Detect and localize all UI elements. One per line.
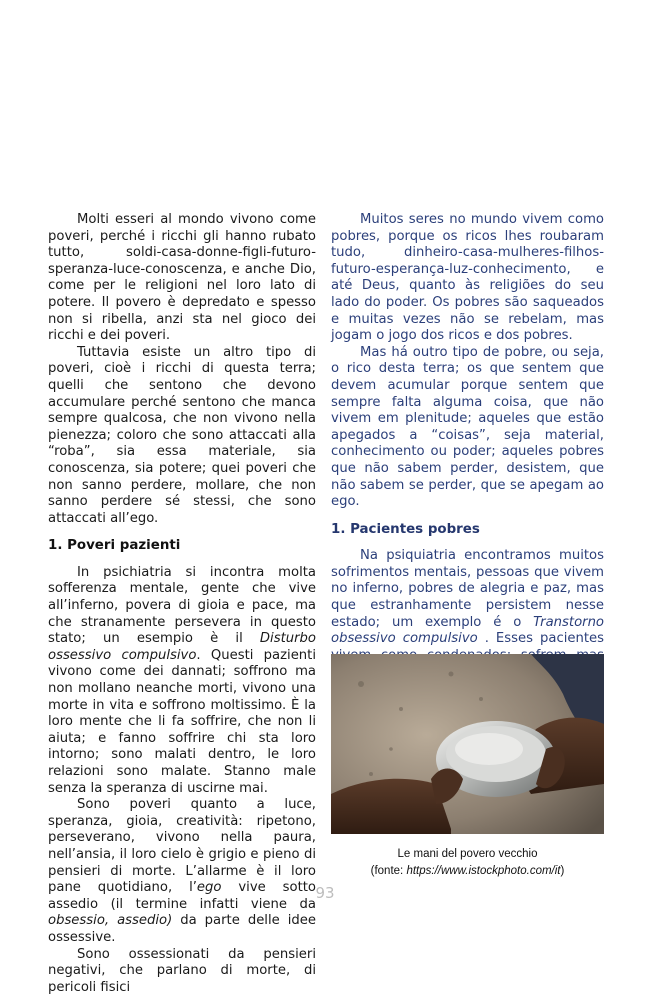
paragraph: Tuttavia esiste un altro tipo di poveri, cioè i ricchi di questa terra; quelli che sentono che devono accumulare perché sentono che manca sempre qualcosa, che non vivono nella pienezza; coloro che sono attaccati alla “roba”, sia essa materiale, sia conoscenza, sia potere; quei poveri che non sanno perdere, mollare, che non sanno perdere sé stessi, che sono attaccati all’ego.	[48, 344, 316, 526]
photo-caption	[331, 846, 604, 880]
italian-text-column	[48, 212, 316, 996]
section-heading: 1. Pacientes pobres	[331, 521, 480, 537]
text-run: Sono poveri quanto a luce, speranza, gioia, creatività: ripetono, perseverano, vivono nella paura, nell’ansia, il loro cielo è grigio e pieno di pensieri di morte. L’allarme è il loro pane quotidiano, l’	[48, 797, 316, 896]
paragraph: Molti esseri al mondo vivono come poveri, perché i ricchi gli hanno rubato tutto, soldi-casa-donne-figli-futuro-speranza-luce-conoscenza, e anche Dio, come per le religioni nel loro lato di potere. Il povero è depredato e spesso non si ribella, anzi sta nel gioco dei ricchi e dei poveri.	[48, 212, 316, 344]
emphasis: obsessio, assedio)	[48, 913, 173, 929]
caption-suffix: )	[560, 865, 565, 877]
emphasis: Disturbo ossessivo compulsivo	[48, 631, 316, 663]
text-run: da parte delle idee ossessive.	[48, 913, 316, 945]
photo-hands-holding-bowl	[331, 654, 604, 834]
paragraph: Muitos seres no mundo vivem como pobres, porque os ricos lhes roubaram tudo, dinheiro-casa-mulheres-filhos-futuro-esperança-luz-conhecimento, e até Deus, quanto às religiões do seu lado do poder. Os pobres são saqueados e muitas vezes não se rebelam, mas jogam o jogo dos ricos e dos pobres.	[331, 212, 604, 344]
caption-prefix: (fonte:	[370, 865, 407, 877]
section-heading: 1. Poveri pazienti	[48, 538, 181, 554]
text-run: . Esses pacientes	[484, 631, 604, 647]
caption-title: Le mani del povero vecchio	[397, 848, 538, 860]
paragraph: Mas há outro tipo de pobre, ou seja, o rico desta terra; os que sentem que devem acumular porque sentem que sempre falta alguma coisa, que não vivem em plenitude; aqueles que estão apegados a “coisas”, seja material, conhecimento ou poder; aqueles pobres que não sabem perder, desistem, que não sabem se perder, que se apegam ao ego.	[331, 344, 604, 510]
text-run: . Questi pazienti vivono come dei dannati; soffrono ma non mollano neanche morti, vivono una morte in vita e soffrono moltissimo. È la loro mente che li fa soffrire, che non li aiuta; e fanno soffrire chi sta loro intorno; sono malati dentro, le loro relazioni sono malate. Stanno male senza la speranza di uscirne mai.	[48, 647, 317, 796]
portuguese-text-column	[331, 212, 604, 698]
emphasis: ego	[196, 880, 222, 896]
text-run: Na psiquiatria encontramos muitos sofrimentos mentais, pessoas que vivem no inferno, pobres de alegria e paz, mas que estranhamente persistem nesse estado; um exemplo é o	[331, 548, 604, 630]
emphasis: Transtorno obsessivo compulsivo	[331, 614, 604, 647]
paragraph	[48, 565, 316, 797]
text-run: vive sotto assedio (il termine infatti viene da	[48, 880, 316, 912]
text-run: In psichiatria si incontra molta sofferenza mentale, gente che vive all’inferno, povera di gioia e pace, ma che stranamente persevera in questo stato; un esempio è il	[48, 564, 316, 647]
caption-link[interactable]: https://www.istockphoto.com/it	[406, 865, 561, 877]
caption-source	[331, 863, 604, 880]
page-number: 93	[315, 884, 335, 902]
paragraph: Sono ossessionati da pensieri negativi, che parlano di morte, di pericoli fisici	[48, 946, 316, 995]
paragraph	[48, 797, 316, 946]
